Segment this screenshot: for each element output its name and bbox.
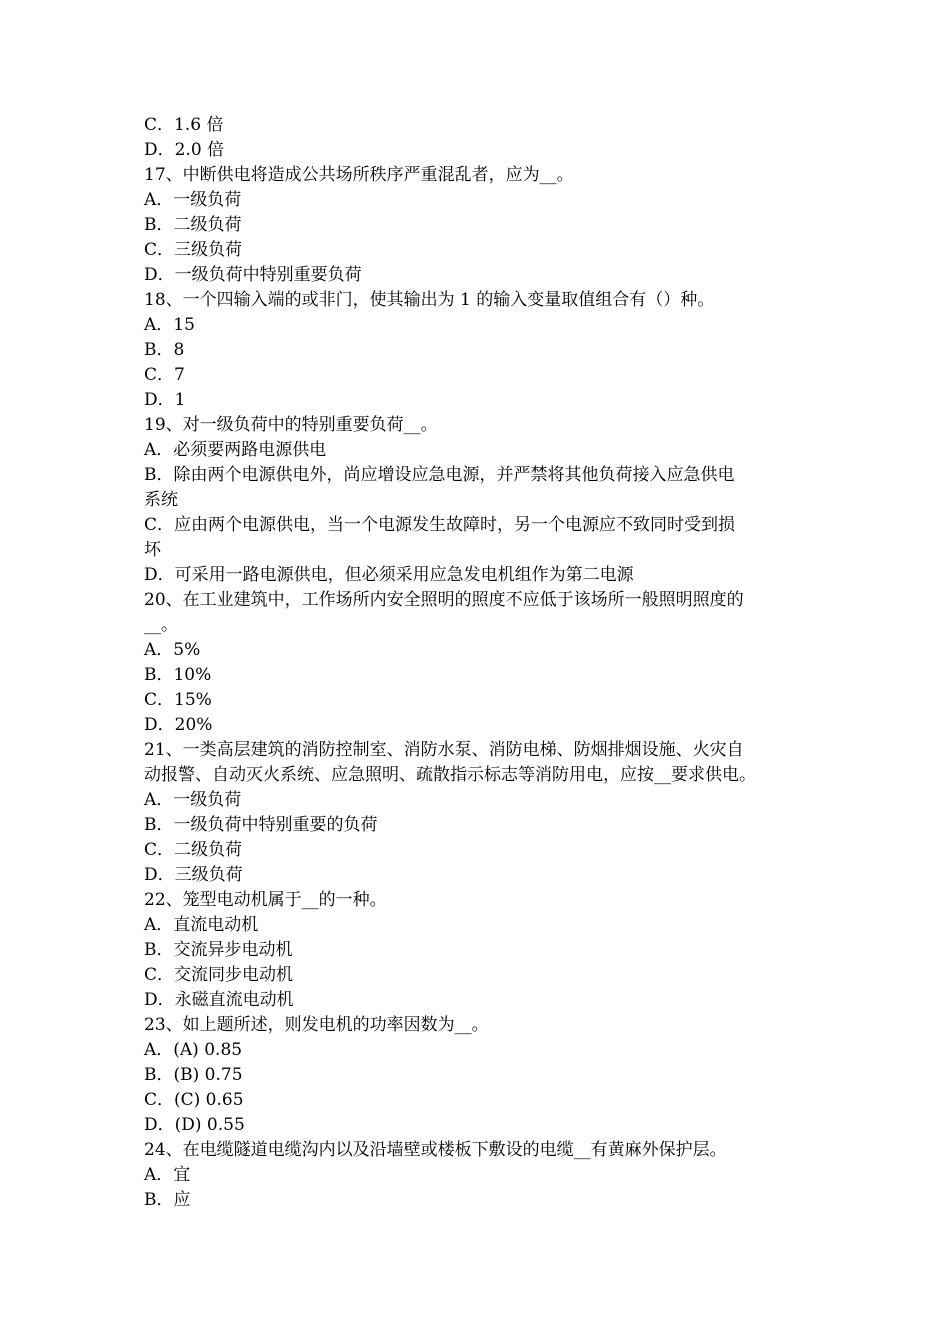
option-line: B．10%	[144, 665, 212, 685]
option-line: C．交流同步电动机	[144, 965, 294, 985]
option-line: D．永磁直流电动机	[144, 990, 294, 1010]
option-line: D．三级负荷	[144, 865, 243, 885]
option-line: B．8	[144, 340, 185, 360]
question-line: 21、一类高层建筑的消防控制室、消防水泵、消防电梯、防烟排烟设施、火灾自	[144, 740, 744, 760]
option-line: D．可采用一路电源供电，但必须采用应急发电机组作为第二电源	[144, 565, 634, 585]
option-line: C．7	[144, 365, 185, 385]
option-line: B．交流异步电动机	[144, 940, 293, 960]
option-line: A．必须要两路电源供电	[144, 440, 327, 460]
option-line: D．20%	[144, 715, 213, 735]
question-line: 动报警、自动灭火系统、应急照明、疏散指示标志等消防用电，应按__要求供电。	[144, 765, 756, 785]
option-line: D．2.0 倍	[144, 140, 225, 160]
option-line: C．(C) 0.65	[144, 1090, 244, 1110]
question-line: 18、一个四输入端的或非门，使其输出为 1 的输入变量取值组合有（）种。	[144, 290, 715, 310]
option-line: A．一级负荷	[144, 790, 242, 810]
option-line: A．一级负荷	[144, 190, 242, 210]
question-line: 24、在电缆隧道电缆沟内以及沿墙壁或楼板下敷设的电缆__有黄麻外保护层。	[144, 1140, 727, 1160]
option-line: A．5%	[144, 640, 201, 660]
option-line: C．应由两个电源供电，当一个电源发生故障时，另一个电源应不致同时受到损	[144, 515, 736, 535]
option-line: D．一级负荷中特别重要负荷	[144, 265, 362, 285]
question-line: __。	[144, 615, 178, 635]
option-line: A．宜	[144, 1165, 191, 1185]
question-line: 17、中断供电将造成公共场所秩序严重混乱者，应为__。	[144, 165, 574, 185]
option-line: D．1	[144, 390, 186, 410]
option-line: B．(B) 0.75	[144, 1065, 243, 1085]
option-line: A．直流电动机	[144, 915, 259, 935]
option-line: B．除由两个电源供电外，尚应增设应急电源，并严禁将其他负荷接入应急供电	[144, 465, 735, 485]
question-line: 22、笼型电动机属于__的一种。	[144, 890, 387, 910]
option-line: C．1.6 倍	[144, 115, 224, 135]
document-body	[144, 113, 808, 1213]
option-line: B．二级负荷	[144, 215, 242, 235]
option-line: B．一级负荷中特别重要的负荷	[144, 815, 378, 835]
question-line: 19、对一级负荷中的特别重要负荷__。	[144, 415, 438, 435]
option-line: C．15%	[144, 690, 212, 710]
option-line: A．15	[144, 315, 195, 335]
option-line: D．(D) 0.55	[144, 1115, 245, 1135]
option-line: C．三级负荷	[144, 240, 243, 260]
question-line: 20、在工业建筑中，工作场所内安全照明的照度不应低于该场所一般照明照度的	[144, 590, 744, 610]
option-line: 坏	[144, 540, 161, 560]
option-line: C．二级负荷	[144, 840, 243, 860]
question-line: 23、如上题所述，则发电机的功率因数为__。	[144, 1015, 489, 1035]
option-line: 系统	[144, 490, 178, 510]
option-line: A．(A) 0.85	[144, 1040, 243, 1060]
option-line: B．应	[144, 1190, 191, 1210]
